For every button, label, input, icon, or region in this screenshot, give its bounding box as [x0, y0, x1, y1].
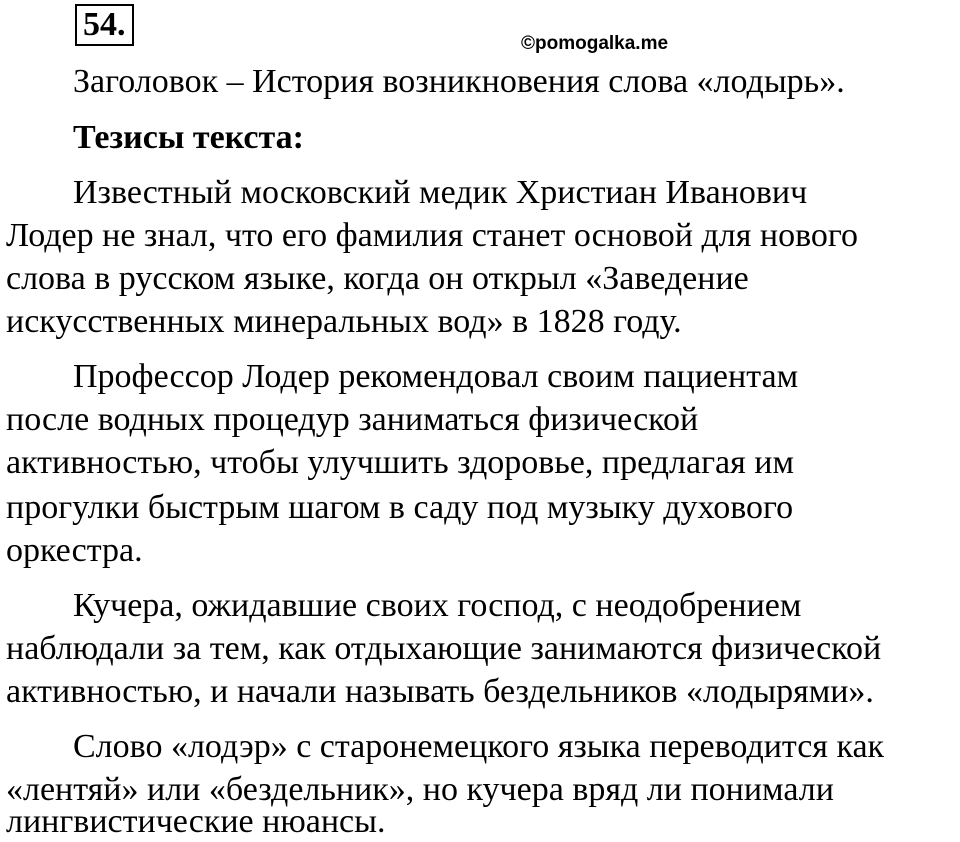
paragraph-2-line-2: после водных процедур заниматься физической: [6, 401, 699, 438]
title-line: Заголовок – История возникновения слова «лодырь».: [73, 63, 845, 100]
paragraph-3-line-2: наблюдали за тем, как отдыхающие занимаются физической: [6, 630, 882, 667]
paragraph-4-line-1: Слово «лодэр» с старонемецкого языка переводится как: [73, 728, 885, 765]
paragraph-1-line-3: слова в русском языке, когда он открыл «Заведение: [6, 260, 749, 297]
task-number-box: 54.: [75, 4, 134, 46]
theses-heading: Тезисы текста:: [73, 119, 304, 156]
paragraph-2-line-1: Профессор Лодер рекомендовал своим пациентам: [73, 358, 799, 395]
paragraph-2-line-5: оркестра.: [6, 532, 143, 569]
paragraph-1-line-1: Известный московский медик Христиан Иванович: [73, 174, 808, 211]
paragraph-4-line-2: «лентяй» или «бездельник», но кучера вряд ли понимали: [6, 771, 834, 808]
paragraph-2-line-3: активностью, чтобы улучшить здоровье, предлагая им: [6, 444, 794, 481]
watermark-text: ©pomogalka.me: [521, 33, 669, 54]
paragraph-1-line-2: Лодер не знал, что его фамилия станет основой для нового: [6, 217, 858, 254]
paragraph-1-line-4: искусственных минеральных вод» в 1828 году.: [6, 303, 682, 340]
paragraph-3-line-1: Кучера, ожидавшие своих господ, с неодобрением: [73, 587, 802, 624]
paragraph-2-line-4: прогулки быстрым шагом в саду под музыку духового: [6, 489, 794, 526]
paragraph-3-line-3: активностью, и начали называть бездельников «лодырями».: [6, 673, 874, 710]
paragraph-4-line-3: лингвистические нюансы.: [6, 803, 386, 840]
